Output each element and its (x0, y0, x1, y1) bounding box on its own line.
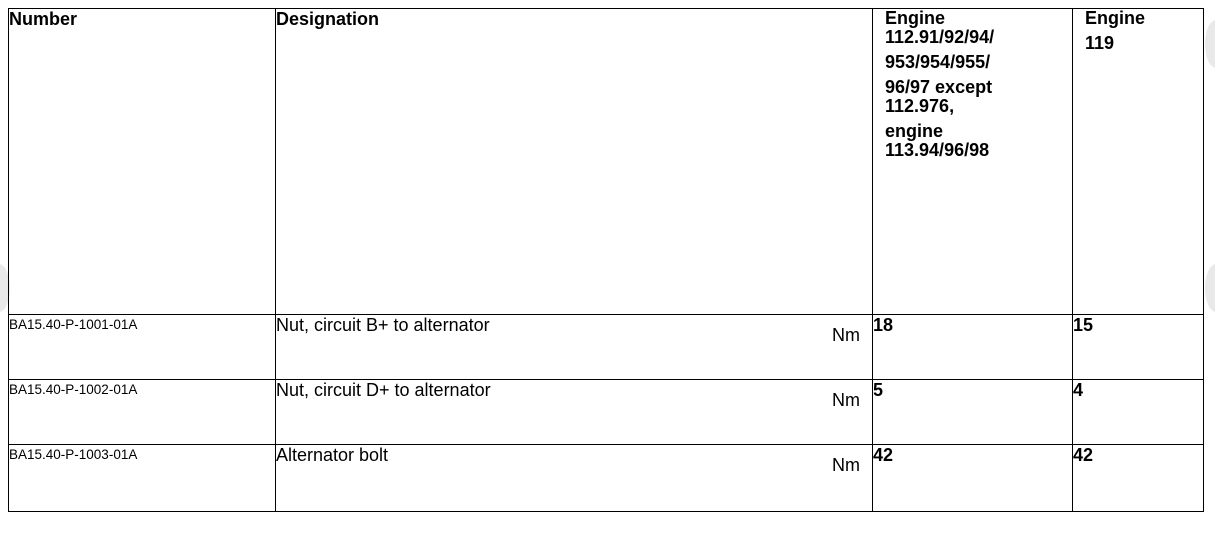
table-row (9, 380, 1204, 445)
row-engine-b-value: 4 (1073, 380, 1204, 445)
row-designation (276, 380, 873, 445)
row-number-text: BA15.40-P-1003-01A (9, 447, 138, 462)
row-number-text: BA15.40-P-1002-01A (9, 382, 138, 397)
header-engine-a-line: engine (885, 121, 944, 141)
header-engine-a-line: 112.91/92/94/ (885, 27, 995, 47)
torque-spec-table (8, 8, 1204, 512)
header-engine-a-line: 953/954/955/ (885, 52, 991, 72)
row-number-text: BA15.40-P-1001-01A (9, 317, 138, 332)
row-designation-text: Alternator bolt (276, 445, 389, 465)
row-designation-text: Nut, circuit B+ to alternator (276, 315, 490, 335)
table-row (9, 445, 1204, 512)
row-engine-a-value: 5 (873, 380, 1073, 445)
row-number (9, 445, 276, 512)
header-engine-b-line: Engine (1085, 8, 1146, 28)
row-engine-a-value: 18 (873, 315, 1073, 380)
row-designation (276, 315, 873, 380)
row-engine-a-value: 42 (873, 445, 1073, 512)
table-header-row (9, 9, 1204, 315)
row-unit: Nm (832, 455, 860, 475)
page-edge-mark-right-top (1205, 20, 1215, 68)
row-engine-b-value: 15 (1073, 315, 1204, 380)
row-number (9, 315, 276, 380)
header-engine-b (1073, 9, 1204, 315)
header-engine-a (873, 9, 1073, 315)
header-engine-a-line: 113.94/96/98 (885, 140, 990, 160)
row-number (9, 380, 276, 445)
row-unit: Nm (832, 390, 860, 410)
table-row (9, 315, 1204, 380)
header-designation: Designation (276, 9, 873, 315)
header-engine-a-line: 112.976, (885, 96, 955, 116)
page-edge-mark-right (1205, 264, 1215, 312)
header-engine-b-line: 119 (1085, 33, 1115, 53)
header-engine-a-line: 96/97 except (885, 77, 993, 97)
header-engine-a-line: Engine (885, 8, 946, 28)
header-number: Number (9, 9, 276, 315)
row-unit: Nm (832, 325, 860, 345)
row-engine-b-value: 42 (1073, 445, 1204, 512)
row-designation-text: Nut, circuit D+ to alternator (276, 380, 491, 400)
row-designation (276, 445, 873, 512)
